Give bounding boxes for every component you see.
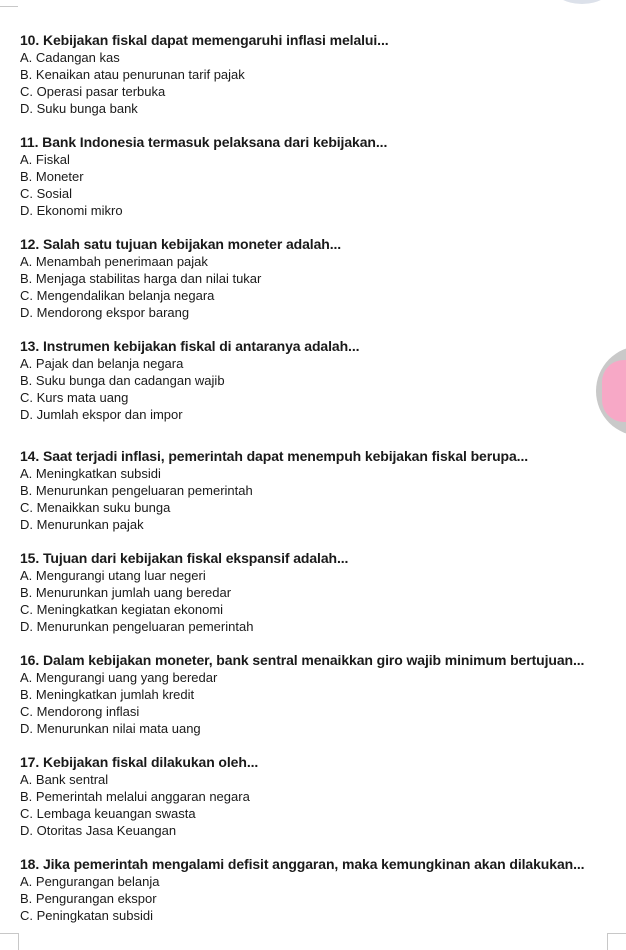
question-title: 11. Bank Indonesia termasuk pelaksana dari kebijakan... (20, 134, 388, 150)
option-a: A. Mengurangi uang yang beredar (20, 670, 218, 685)
option-d: D. Menurunkan pajak (20, 517, 144, 532)
question-title: 14. Saat terjadi inflasi, pemerintah dapat menempuh kebijakan fiskal berupa... (20, 448, 529, 464)
question-18 (20, 856, 620, 924)
option-a: A. Bank sentral (20, 772, 109, 787)
option-d: D. Menurunkan nilai mata uang (20, 721, 201, 736)
question-title: 12. Salah satu tujuan kebijakan moneter adalah... (20, 236, 342, 252)
option-b: B. Menjaga stabilitas harga dan nilai tukar (20, 271, 262, 286)
question-title: 17. Kebijakan fiskal dilakukan oleh... (20, 754, 259, 770)
question-title: 18. Jika pemerintah mengalami defisit anggaran, maka kemungkinan akan dilakukan... (20, 856, 585, 872)
question-16 (20, 652, 620, 737)
option-d: D. Mendorong ekspor barang (20, 305, 190, 320)
question-12 (20, 236, 620, 321)
option-c: C. Peningkatan subsidi (20, 908, 153, 923)
question-title: 13. Instrumen kebijakan fiskal di antaranya adalah... (20, 338, 360, 354)
option-c: C. Operasi pasar terbuka (20, 84, 166, 99)
option-a: A. Fiskal (20, 152, 70, 167)
option-b: B. Menurunkan jumlah uang beredar (20, 585, 232, 600)
question-13 (20, 338, 620, 423)
question-10 (20, 32, 620, 117)
option-c: C. Kurs mata uang (20, 390, 129, 405)
decorative-arc (552, 0, 612, 4)
option-b: B. Meningkatkan jumlah kredit (20, 687, 195, 702)
option-a: A. Mengurangi utang luar negeri (20, 568, 206, 583)
question-list (20, 32, 620, 924)
option-d: D. Ekonomi mikro (20, 203, 123, 218)
option-b: B. Pengurangan ekspor (20, 891, 157, 906)
option-b: B. Suku bunga dan cadangan wajib (20, 373, 225, 388)
question-14 (20, 448, 620, 533)
option-a: A. Menambah penerimaan pajak (20, 254, 208, 269)
option-c: C. Meningkatkan kegiatan ekonomi (20, 602, 224, 617)
option-c: C. Menaikkan suku bunga (20, 500, 171, 515)
question-15 (20, 550, 620, 635)
option-a: A. Pengurangan belanja (20, 874, 160, 889)
question-11 (20, 134, 620, 219)
option-c: C. Mendorong inflasi (20, 704, 140, 719)
option-d: D. Otoritas Jasa Keuangan (20, 823, 177, 838)
question-title: 15. Tujuan dari kebijakan fiskal ekspansif adalah... (20, 550, 349, 566)
crop-corner-bottom-right (607, 933, 626, 950)
option-d: D. Menurunkan pengeluaran pemerintah (20, 619, 254, 634)
option-d: D. Suku bunga bank (20, 101, 138, 116)
option-b: B. Kenaikan atau penurunan tarif pajak (20, 67, 245, 82)
option-c: C. Sosial (20, 186, 73, 201)
option-b: B. Pemerintah melalui anggaran negara (20, 789, 250, 804)
option-a: A. Cadangan kas (20, 50, 120, 65)
question-17 (20, 754, 620, 839)
option-c: C. Lembaga keuangan swasta (20, 806, 196, 821)
option-a: A. Pajak dan belanja negara (20, 356, 184, 371)
question-title: 16. Dalam kebijakan moneter, bank sentral menaikkan giro wajib minimum bertujuan... (20, 652, 585, 668)
question-title: 10. Kebijakan fiskal dapat memengaruhi inflasi melalui... (20, 32, 389, 48)
option-c: C. Mengendalikan belanja negara (20, 288, 215, 303)
option-a: A. Meningkatkan subsidi (20, 466, 161, 481)
crop-corner-bottom-left (0, 933, 19, 950)
crop-corner-top-left (0, 0, 18, 7)
option-b: B. Moneter (20, 169, 84, 184)
option-b: B. Menurunkan pengeluaran pemerintah (20, 483, 253, 498)
option-d: D. Jumlah ekspor dan impor (20, 407, 183, 422)
